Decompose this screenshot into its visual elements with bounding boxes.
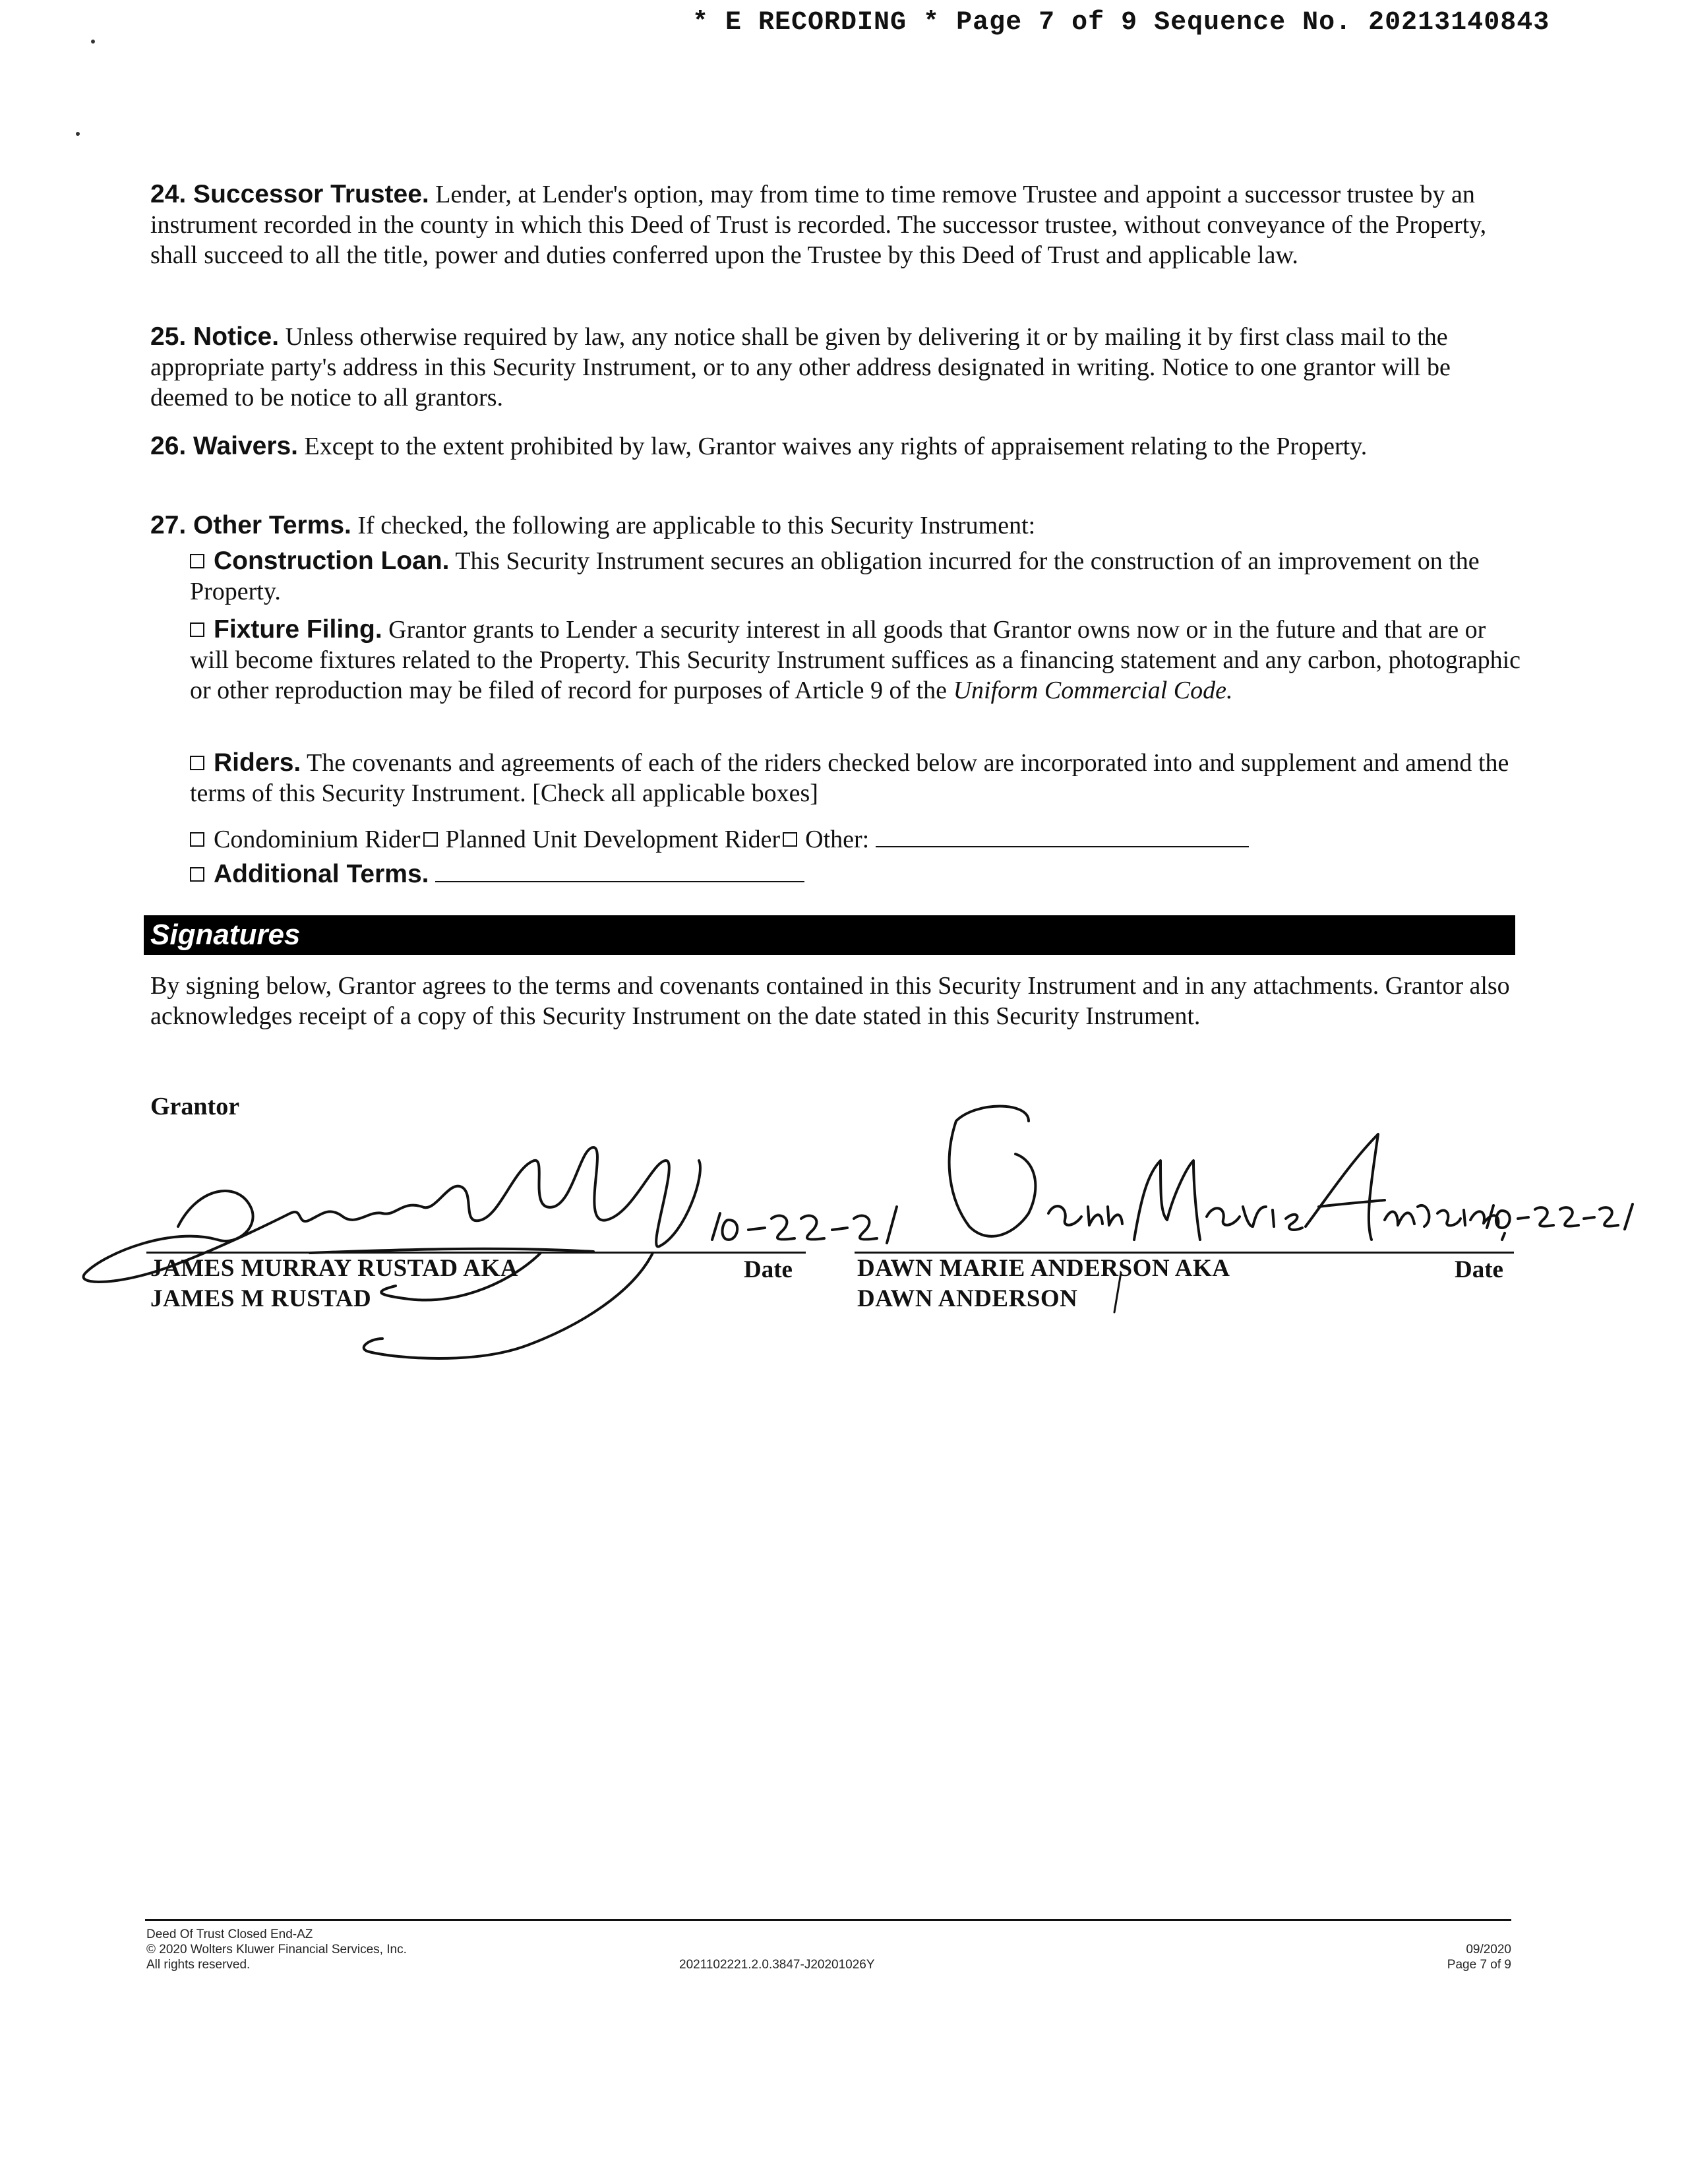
section-26-heading: 26. Waivers. xyxy=(150,432,299,460)
footer-rule xyxy=(145,1919,1511,1921)
signer-1-name: JAMES MURRAY RUSTAD AKA xyxy=(150,1255,518,1282)
additional-terms-heading: Additional Terms. xyxy=(214,860,429,888)
handwritten-date-2 xyxy=(1487,1204,1633,1229)
construction-loan-text: This Security Instrument secures an obligation incurred for the construction of an improvement on the Property. xyxy=(190,547,1480,605)
section-27-heading: 27. Other Terms. xyxy=(150,511,351,539)
fixture-filing-text: Grantor grants to Lender a security interest in all goods that Grantor owns now or in the future and that are or will become fixtures related to the Property. This Security Instrument suffices as a financing statement and any carbon, photographic or other reproduction may be filed of record for purposes of Article 9 of the xyxy=(190,616,1521,704)
signature-dawn-anderson xyxy=(950,1107,1302,1240)
section-24-heading: 24. Successor Trustee. xyxy=(150,180,429,208)
signer-1-aka: JAMES M RUSTAD xyxy=(150,1285,372,1312)
section-26-text: Except to the extent prohibited by law, Grantor waives any rights of appraisement relating to the Property. xyxy=(304,433,1368,460)
section-25-heading: 25. Notice. xyxy=(150,322,280,351)
handwritten-date-1 xyxy=(712,1207,897,1243)
signature-james-rustad xyxy=(84,1147,700,1282)
section-27-text: If checked, the following are applicable to this Security Instrument: xyxy=(357,512,1036,539)
section-25-text: Unless otherwise required by law, any notice shall be given by delivering it or by mailing it by first class mail to the appropriate party's address in this Security Instrument, or to any other address designated in writing. Notice to one grantor will be deemed to be notice to all grantors. xyxy=(150,323,1451,411)
footer-version: 09/2020 xyxy=(1466,1943,1511,1957)
section-24-text: Lender, at Lender's option, may from time to time remove Trustee and appoint a successor trustee by an instrument recorded in the county in which this Deed of Trust is recorded. The successor trustee, without conveyance of the Property, shall succeed to all the title, power and duties conferred upon the Trustee by this Deed of Trust and applicable law. xyxy=(150,181,1487,269)
signer-2-name: DAWN MARIE ANDERSON AKA xyxy=(857,1255,1230,1282)
signer-1-date-label: Date xyxy=(744,1256,793,1283)
fixture-filing-heading: Fixture Filing. xyxy=(214,615,382,644)
recording-stamp: * E RECORDING * Page 7 of 9 Sequence No. 20213140843 xyxy=(692,8,1550,38)
signer-2-aka: DAWN ANDERSON xyxy=(857,1285,1078,1312)
signatures-intro: By signing below, Grantor agrees to the terms and covenants contained in this Security Instrument and in any attachments. Grantor also acknowledges receipt of a copy of this Security Instrument on the date stated in this Security Instrument. xyxy=(150,972,1510,1030)
condominium-rider-label: Condominium Rider xyxy=(214,826,421,853)
footer-form-name: Deed Of Trust Closed End-AZ xyxy=(146,1927,313,1941)
construction-loan-heading: Construction Loan. xyxy=(214,547,450,575)
riders-heading: Riders. xyxy=(214,748,301,777)
other-rider-label: Other: xyxy=(805,826,870,853)
pud-rider-label: Planned Unit Development Rider xyxy=(445,826,781,853)
riders-text: The covenants and agreements of each of the riders checked below are incorporated into and supplement and amend the terms of this Security Instrument. [Check all applicable boxes] xyxy=(190,749,1509,807)
footer-doc-code: 2021102221.2.0.3847-J20201026Y xyxy=(679,1958,875,1972)
footer-copyright: © 2020 Wolters Kluwer Financial Services, Inc. xyxy=(146,1943,407,1957)
grantor-label: Grantor xyxy=(150,1093,240,1120)
ucc-citation: Uniform Commercial Code. xyxy=(953,677,1233,704)
footer-rights: All rights reserved. xyxy=(146,1958,251,1972)
footer-page: Page 7 of 9 xyxy=(1447,1958,1511,1972)
signer-2-date-label: Date xyxy=(1455,1256,1503,1283)
signatures-heading: Signatures xyxy=(144,915,1515,955)
